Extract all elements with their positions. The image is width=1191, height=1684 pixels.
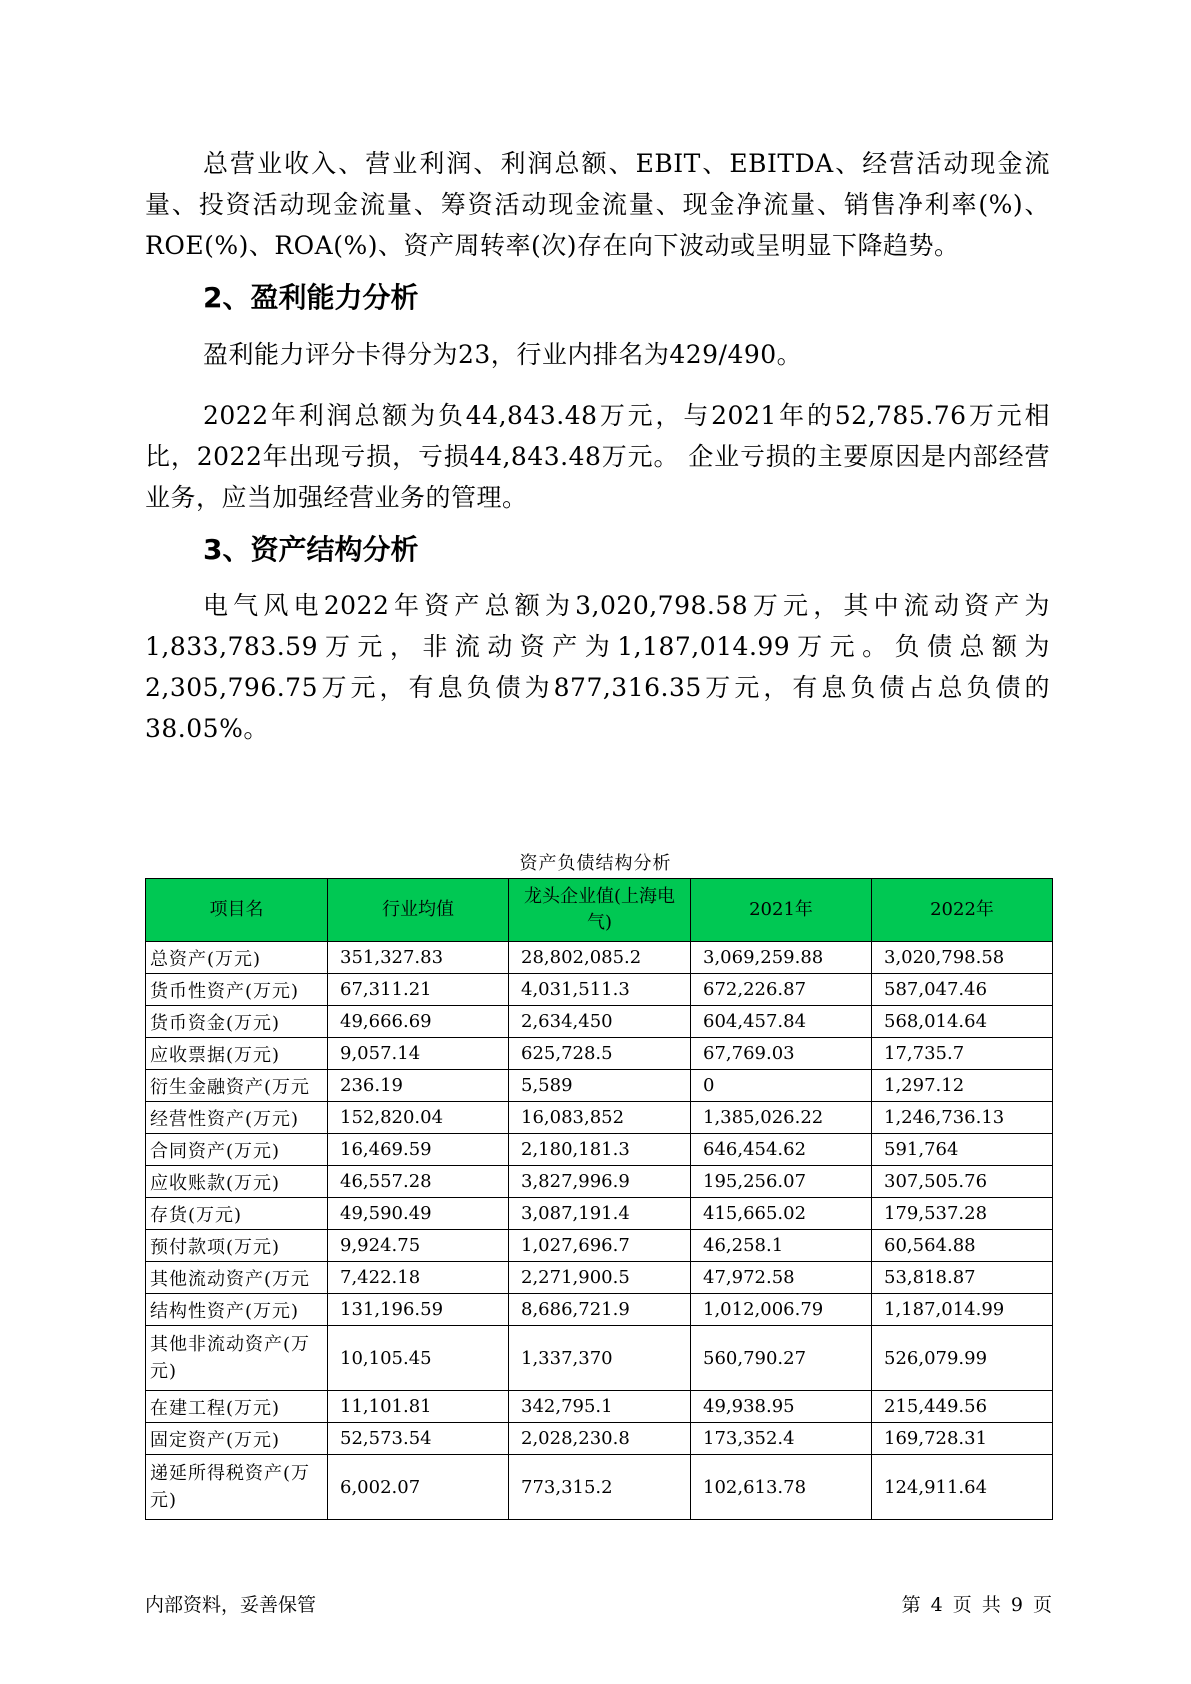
value-cell: 49,666.69 xyxy=(328,1006,509,1038)
value-cell: 102,613.78 xyxy=(691,1455,872,1520)
value-cell: 2,028,230.8 xyxy=(509,1423,691,1455)
value-cell: 49,938.95 xyxy=(691,1391,872,1423)
heading-profitability: 2、盈利能力分析 xyxy=(203,281,419,314)
value-cell: 5,589 xyxy=(509,1070,691,1102)
row-label-cell: 预付款项(万元) xyxy=(146,1230,328,1262)
row-label-cell: 货币资金(万元) xyxy=(146,1006,328,1038)
table-row xyxy=(146,1070,1053,1102)
row-label-cell: 在建工程(万元) xyxy=(146,1391,328,1423)
value-cell: 16,469.59 xyxy=(328,1134,509,1166)
table-header-row xyxy=(146,879,1053,942)
column-header: 龙头企业值(上海电气) xyxy=(509,879,691,942)
table-row xyxy=(146,1038,1053,1070)
row-label-cell: 其他流动资产(万元 xyxy=(146,1262,328,1294)
footer-confidential-note: 内部资料，妥善保管 xyxy=(145,1594,317,1616)
value-cell: 1,187,014.99 xyxy=(872,1294,1053,1326)
value-cell: 415,665.02 xyxy=(691,1198,872,1230)
heading-asset-structure: 3、资产结构分析 xyxy=(203,533,419,566)
value-cell: 2,180,181.3 xyxy=(509,1134,691,1166)
value-cell: 3,827,996.9 xyxy=(509,1166,691,1198)
table-row xyxy=(146,1134,1053,1166)
value-cell: 0 xyxy=(691,1070,872,1102)
value-cell: 646,454.62 xyxy=(691,1134,872,1166)
value-cell: 3,087,191.4 xyxy=(509,1198,691,1230)
value-cell: 67,311.21 xyxy=(328,974,509,1006)
table-row xyxy=(146,1423,1053,1455)
table-row xyxy=(146,1391,1053,1423)
value-cell: 2,634,450 xyxy=(509,1006,691,1038)
value-cell: 1,246,736.13 xyxy=(872,1102,1053,1134)
value-cell: 591,764 xyxy=(872,1134,1053,1166)
value-cell: 1,012,006.79 xyxy=(691,1294,872,1326)
value-cell: 3,069,259.88 xyxy=(691,942,872,974)
value-cell: 215,449.56 xyxy=(872,1391,1053,1423)
value-cell: 152,820.04 xyxy=(328,1102,509,1134)
value-cell: 47,972.58 xyxy=(691,1262,872,1294)
value-cell: 526,079.99 xyxy=(872,1326,1053,1391)
column-header: 行业均值 xyxy=(328,879,509,942)
value-cell: 7,422.18 xyxy=(328,1262,509,1294)
value-cell: 1,385,026.22 xyxy=(691,1102,872,1134)
value-cell: 2,271,900.5 xyxy=(509,1262,691,1294)
paragraph-trend-summary: 总营业收入、营业利润、利润总额、EBIT、EBITDA、经营活动现金流量、投资活动现金流量、筹资活动现金流量、现金净流量、销售净利率(%)、ROE(%)、ROA(%)、资产周转率(次)存在向下波动或呈明显下降趋势。 xyxy=(145,149,1050,260)
row-label-cell: 存货(万元) xyxy=(146,1198,328,1230)
value-cell: 9,057.14 xyxy=(328,1038,509,1070)
balance-sheet-table xyxy=(145,878,1053,1520)
row-label-cell: 经营性资产(万元) xyxy=(146,1102,328,1134)
value-cell: 52,573.54 xyxy=(328,1423,509,1455)
footer-page-number: 第 4 页 共 9 页 xyxy=(901,1594,1052,1616)
value-cell: 11,101.81 xyxy=(328,1391,509,1423)
value-cell: 17,735.7 xyxy=(872,1038,1053,1070)
value-cell: 179,537.28 xyxy=(872,1198,1053,1230)
row-label-cell: 衍生金融资产(万元 xyxy=(146,1070,328,1102)
row-label-cell: 合同资产(万元) xyxy=(146,1134,328,1166)
value-cell: 3,020,798.58 xyxy=(872,942,1053,974)
value-cell: 53,818.87 xyxy=(872,1262,1053,1294)
value-cell: 28,802,085.2 xyxy=(509,942,691,974)
value-cell: 195,256.07 xyxy=(691,1166,872,1198)
value-cell: 342,795.1 xyxy=(509,1391,691,1423)
row-label-cell: 应收账款(万元) xyxy=(146,1166,328,1198)
value-cell: 1,337,370 xyxy=(509,1326,691,1391)
row-label-cell: 总资产(万元) xyxy=(146,942,328,974)
value-cell: 672,226.87 xyxy=(691,974,872,1006)
table-row xyxy=(146,1262,1053,1294)
table-row xyxy=(146,1166,1053,1198)
value-cell: 67,769.03 xyxy=(691,1038,872,1070)
row-label-cell: 固定资产(万元) xyxy=(146,1423,328,1455)
value-cell: 560,790.27 xyxy=(691,1326,872,1391)
row-label-cell: 结构性资产(万元) xyxy=(146,1294,328,1326)
value-cell: 351,327.83 xyxy=(328,942,509,974)
table-row xyxy=(146,1326,1053,1391)
row-label-cell: 递延所得税资产(万元) xyxy=(146,1455,328,1520)
value-cell: 1,027,696.7 xyxy=(509,1230,691,1262)
column-header: 2021年 xyxy=(691,879,872,942)
value-cell: 9,924.75 xyxy=(328,1230,509,1262)
value-cell: 307,505.76 xyxy=(872,1166,1053,1198)
table-row xyxy=(146,942,1053,974)
table-row xyxy=(146,1230,1053,1262)
table-body xyxy=(146,942,1053,1520)
value-cell: 568,014.64 xyxy=(872,1006,1053,1038)
paragraph-profitability-score: 盈利能力评分卡得分为23，行业内排名为429/490。 xyxy=(203,340,803,369)
value-cell: 49,590.49 xyxy=(328,1198,509,1230)
value-cell: 625,728.5 xyxy=(509,1038,691,1070)
paragraph-asset-structure: 电气风电2022年资产总额为3,020,798.58万元，其中流动资产为1,833,783.59万元，非流动资产为1,187,014.99万元。负债总额为2,305,796.75万元，有息负债为877,316.35万元，有息负债占总负债的38.05%。 xyxy=(145,591,1050,743)
value-cell: 46,258.1 xyxy=(691,1230,872,1262)
value-cell: 60,564.88 xyxy=(872,1230,1053,1262)
value-cell: 124,911.64 xyxy=(872,1455,1053,1520)
value-cell: 8,686,721.9 xyxy=(509,1294,691,1326)
value-cell: 236.19 xyxy=(328,1070,509,1102)
table-header xyxy=(146,879,1053,942)
row-label-cell: 其他非流动资产(万元) xyxy=(146,1326,328,1391)
value-cell: 773,315.2 xyxy=(509,1455,691,1520)
table-caption: 资产负债结构分析 xyxy=(519,853,672,874)
table-row xyxy=(146,974,1053,1006)
table-row xyxy=(146,1455,1053,1520)
value-cell: 173,352.4 xyxy=(691,1423,872,1455)
table-row xyxy=(146,1294,1053,1326)
row-label-cell: 应收票据(万元) xyxy=(146,1038,328,1070)
value-cell: 6,002.07 xyxy=(328,1455,509,1520)
value-cell: 169,728.31 xyxy=(872,1423,1053,1455)
value-cell: 46,557.28 xyxy=(328,1166,509,1198)
table-row xyxy=(146,1198,1053,1230)
value-cell: 587,047.46 xyxy=(872,974,1053,1006)
value-cell: 4,031,511.3 xyxy=(509,974,691,1006)
row-label-cell: 货币性资产(万元) xyxy=(146,974,328,1006)
value-cell: 1,297.12 xyxy=(872,1070,1053,1102)
value-cell: 131,196.59 xyxy=(328,1294,509,1326)
column-header: 2022年 xyxy=(872,879,1053,942)
paragraph-profit-loss: 2022年利润总额为负44,843.48万元，与2021年的52,785.76万元相比，2022年出现亏损，亏损44,843.48万元。 企业亏损的主要原因是内部经营业务，应当加强经营业务的管理。 xyxy=(145,401,1050,512)
table-row xyxy=(146,1006,1053,1038)
value-cell: 604,457.84 xyxy=(691,1006,872,1038)
table-row xyxy=(146,1102,1053,1134)
value-cell: 10,105.45 xyxy=(328,1326,509,1391)
value-cell: 16,083,852 xyxy=(509,1102,691,1134)
column-header: 项目名 xyxy=(146,879,328,942)
